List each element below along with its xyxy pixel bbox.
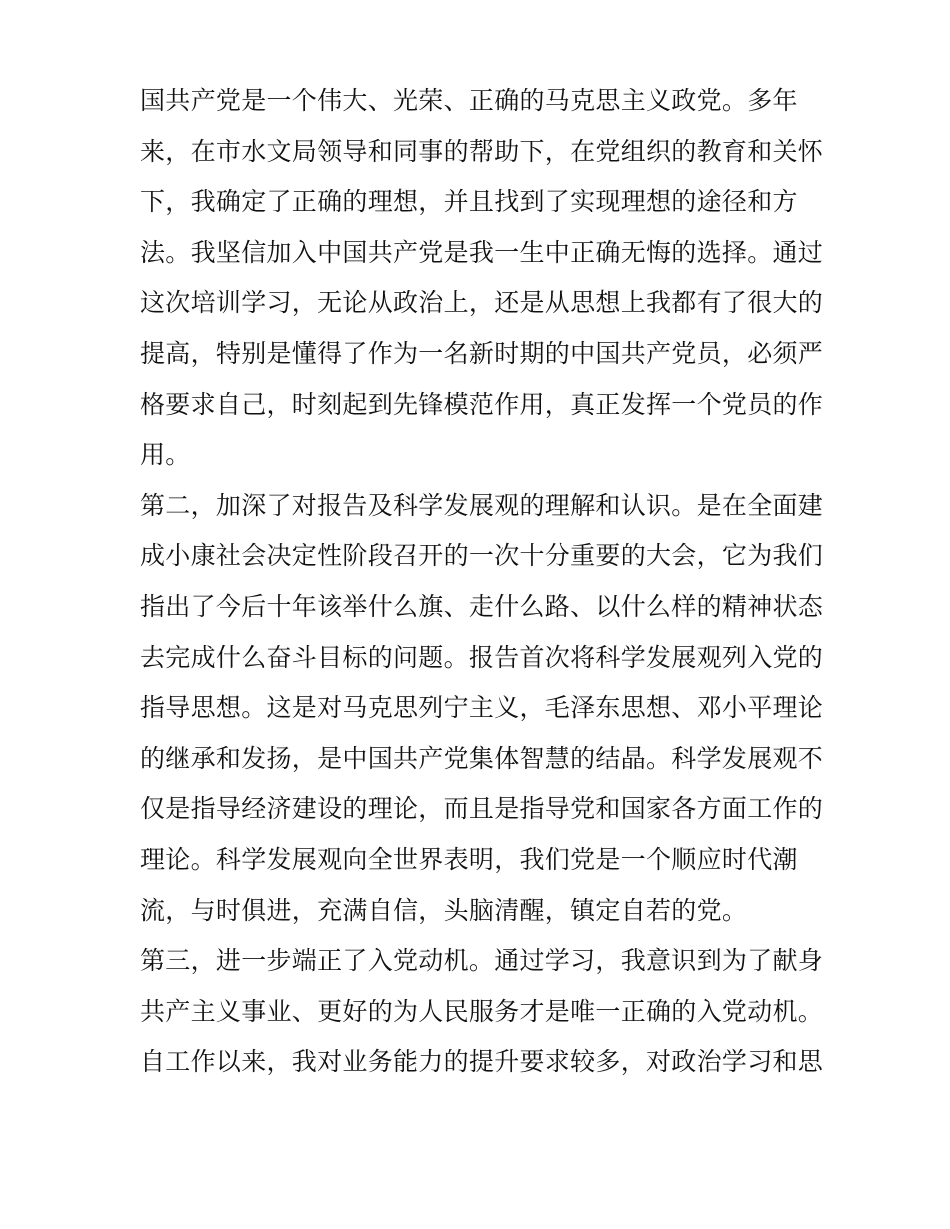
text-line: 格要求自己，时刻起到先锋模范作用，真正发挥一个党员的作	[140, 389, 824, 419]
text-line: 流，与时俱进，充满自信，头脑清醒，镇定自若的党。	[140, 895, 748, 925]
text-line: 提高，特别是懂得了作为一名新时期的中国共产党员，必须严	[140, 338, 824, 368]
text-line: 成小康社会决定性阶段召开的一次十分重要的大会，它为我们	[140, 541, 824, 571]
text-line: 第三，进一步端正了入党动机。通过学习，我意识到为了献身	[140, 946, 824, 976]
text-line: 共产主义事业、更好的为人民服务才是唯一正确的入党动机。	[140, 996, 824, 1026]
text-line: 第二，加深了对报告及科学发展观的理解和认识。是在全面建	[140, 490, 824, 520]
text-line: 去完成什么奋斗目标的问题。报告首次将科学发展观列入党的	[140, 642, 824, 672]
text-line: 指出了今后十年该举什么旗、走什么路、以什么样的精神状态	[140, 591, 824, 621]
text-line: 理论。科学发展观向全世界表明，我们党是一个顺应时代潮	[140, 844, 798, 874]
text-line: 指导思想。这是对马克思列宁主义，毛泽东思想、邓小平理论	[140, 693, 824, 723]
text-line: 仅是指导经济建设的理论，而且是指导党和国家各方面工作的	[140, 794, 824, 824]
text-line: 的继承和发扬，是中国共产党集体智慧的结晶。科学发展观不	[140, 743, 824, 773]
text-line: 国共产党是一个伟大、光荣、正确的马克思主义政党。多年	[140, 86, 798, 115]
text-line: 下，我确定了正确的理想，并且找到了实现理想的途径和方	[140, 187, 798, 217]
text-line: 法。我坚信加入中国共产党是我一生中正确无悔的选择。通过	[140, 237, 824, 267]
text-line: 自工作以来，我对业务能力的提升要求较多，对政治学习和思	[140, 1047, 824, 1077]
text-line: 用。	[140, 440, 191, 470]
text-line: 这次培训学习，无论从政治上，还是从思想上我都有了很大的	[140, 288, 824, 318]
text-line: 来，在市水文局领导和同事的帮助下，在党组织的教育和关怀	[140, 136, 824, 166]
document-body	[140, 76, 830, 1088]
